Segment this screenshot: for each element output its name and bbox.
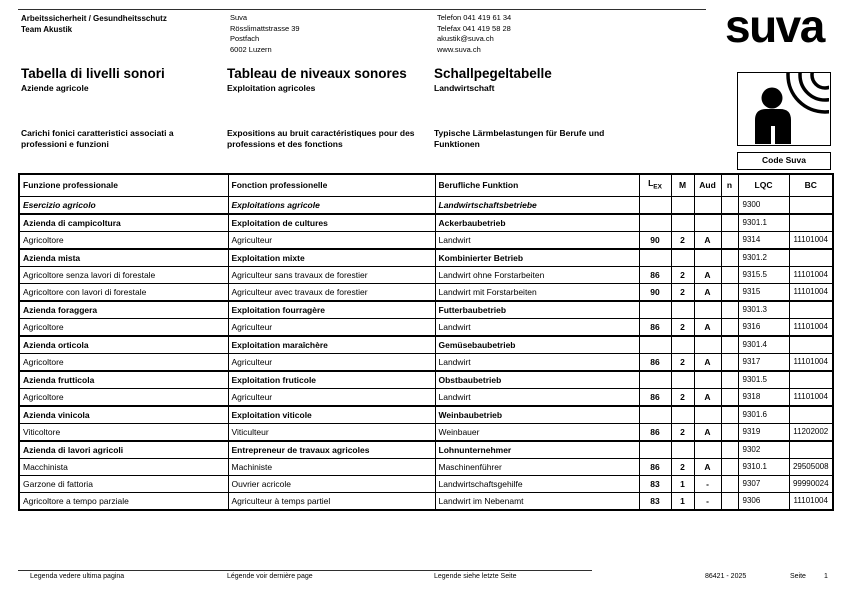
cell-m: 2 — [671, 283, 694, 301]
cell-m: 1 — [671, 475, 694, 492]
cell-bc — [789, 249, 833, 267]
cell-n — [721, 371, 738, 389]
cell-it: Azienda mista — [19, 249, 228, 267]
cell-aud — [694, 214, 721, 232]
noise-exposure-pictogram — [737, 72, 831, 146]
table-row — [19, 318, 833, 336]
footer-legend-italian: Legenda vedere ultima pagina — [30, 573, 125, 580]
cell-m — [671, 301, 694, 319]
cell-bc: 11101004 — [789, 492, 833, 510]
cell-bc: 11101004 — [789, 266, 833, 283]
cell-lqc: 9306 — [738, 492, 789, 510]
cell-fr: Exploitation viticole — [228, 406, 435, 424]
cell-lex: 86 — [639, 266, 671, 283]
cell-fr: Viticulteur — [228, 423, 435, 441]
cell-de: Landwirt mit Forstarbeiten — [435, 283, 639, 301]
cell-lqc: 9301.4 — [738, 336, 789, 354]
title-block-german — [434, 66, 634, 94]
col-header-funktion: Berufliche Funktion — [435, 174, 639, 196]
page-subtitle-italian: Aziende agricole — [21, 83, 89, 93]
cell-aud: A — [694, 283, 721, 301]
cell-it: Macchinista — [19, 458, 228, 475]
address-city: 6002 Luzern — [230, 44, 272, 54]
department-line2: Team Akustik — [21, 25, 73, 34]
cell-lex — [639, 214, 671, 232]
top-divider — [18, 9, 706, 10]
cell-n — [721, 441, 738, 459]
cell-n — [721, 266, 738, 283]
sound-level-table — [18, 173, 834, 511]
cell-bc: 11202002 — [789, 423, 833, 441]
cell-fr: Agriculteur — [228, 318, 435, 336]
cell-n — [721, 301, 738, 319]
cell-de: Landwirtschaftsbetriebe — [435, 196, 639, 214]
cell-fr: Exploitations agricole — [228, 196, 435, 214]
cell-fr: Entrepreneur de travaux agricoles — [228, 441, 435, 459]
cell-it: Garzone di fattoria — [19, 475, 228, 492]
page-subtitle-german: Landwirtschaft — [434, 83, 495, 93]
footer-document-number: 86421 - 2025 — [705, 573, 747, 580]
cell-bc — [789, 214, 833, 232]
cell-lqc: 9318 — [738, 388, 789, 406]
cell-lqc: 9316 — [738, 318, 789, 336]
cell-it: Esercizio agricolo — [19, 196, 228, 214]
cell-lqc: 9315.5 — [738, 266, 789, 283]
cell-lqc: 9310.1 — [738, 458, 789, 475]
cell-de: Landwirt ohne Forstarbeiten — [435, 266, 639, 283]
cell-bc: 11101004 — [789, 283, 833, 301]
cell-de: Ackerbaubetrieb — [435, 214, 639, 232]
cell-it: Agricoltore con lavori di forestale — [19, 283, 228, 301]
cell-aud: A — [694, 458, 721, 475]
cell-lex: 90 — [639, 231, 671, 249]
cell-m: 2 — [671, 231, 694, 249]
cell-lqc: 9300 — [738, 196, 789, 214]
contact-email: akustik@suva.ch — [437, 34, 494, 43]
address-pobox: Postfach — [230, 34, 260, 43]
cell-lqc: 9301.1 — [738, 214, 789, 232]
table-row — [19, 441, 833, 459]
cell-n — [721, 423, 738, 441]
cell-de: Maschinenführer — [435, 458, 639, 475]
cell-aud — [694, 406, 721, 424]
cell-it: Azienda foraggera — [19, 301, 228, 319]
footer-legend-french: Légende voir dernière page — [227, 573, 313, 580]
cell-aud: A — [694, 353, 721, 371]
cell-aud — [694, 301, 721, 319]
cell-lqc: 9307 — [738, 475, 789, 492]
col-header-fonction: Fonction professionelle — [228, 174, 435, 196]
cell-m — [671, 406, 694, 424]
address-name: Suva — [230, 13, 248, 22]
cell-aud: A — [694, 423, 721, 441]
cell-fr: Exploitation fourragère — [228, 301, 435, 319]
cell-lex — [639, 406, 671, 424]
cell-n — [721, 475, 738, 492]
cell-m: 2 — [671, 266, 694, 283]
cell-fr: Exploitation mixte — [228, 249, 435, 267]
table-row — [19, 231, 833, 249]
cell-de: Landwirt — [435, 318, 639, 336]
cell-lqc: 9301.6 — [738, 406, 789, 424]
cell-de: Landwirt im Nebenamt — [435, 492, 639, 510]
footer-page-number: 1 — [824, 573, 828, 580]
cell-m: 2 — [671, 353, 694, 371]
col-header-aud: Aud — [694, 174, 721, 196]
contact-web: www.suva.ch — [437, 44, 481, 54]
contact-fax: Telefax 041 419 58 28 — [437, 23, 511, 33]
cell-lqc: 9319 — [738, 423, 789, 441]
letterhead-contact — [437, 13, 511, 55]
contact-phone: Telefon 041 419 61 34 — [437, 13, 512, 22]
page-subtitle-french: Exploitation agricoles — [227, 83, 316, 93]
cell-bc — [789, 336, 833, 354]
cell-aud — [694, 196, 721, 214]
cell-n — [721, 214, 738, 232]
footer-page-label: Seite — [790, 573, 806, 580]
page-title-french: Tableau de niveaux sonores — [227, 66, 407, 81]
code-suva-label: Code Suva — [762, 155, 806, 165]
cell-lex — [639, 441, 671, 459]
cell-aud — [694, 371, 721, 389]
cell-m: 2 — [671, 318, 694, 336]
cell-aud: A — [694, 388, 721, 406]
cell-lex — [639, 301, 671, 319]
cell-aud: - — [694, 492, 721, 510]
cell-aud: A — [694, 318, 721, 336]
cell-m — [671, 214, 694, 232]
cell-fr: Machiniste — [228, 458, 435, 475]
cell-de: Landwirt — [435, 231, 639, 249]
cell-aud — [694, 249, 721, 267]
footer-legend-german: Legende siehe letzte Seite — [434, 573, 517, 580]
cell-m — [671, 441, 694, 459]
cell-lex: 86 — [639, 388, 671, 406]
cell-it: Azienda frutticola — [19, 371, 228, 389]
cell-lex — [639, 196, 671, 214]
cell-bc — [789, 441, 833, 459]
cell-fr: Agriculteur — [228, 353, 435, 371]
cell-fr: Exploitation de cultures — [228, 214, 435, 232]
table-row — [19, 196, 833, 214]
cell-lex: 83 — [639, 475, 671, 492]
table-row — [19, 283, 833, 301]
cell-fr: Agriculteur — [228, 231, 435, 249]
cell-it: Agricoltore — [19, 231, 228, 249]
cell-fr: Exploitation maraîchère — [228, 336, 435, 354]
title-block-italian — [21, 66, 221, 94]
cell-bc: 11101004 — [789, 388, 833, 406]
cell-n — [721, 388, 738, 406]
cell-n — [721, 458, 738, 475]
cell-fr: Agriculteur à temps partiel — [228, 492, 435, 510]
cell-lex: 86 — [639, 423, 671, 441]
cell-m — [671, 336, 694, 354]
page-title-german: Schallpegeltabelle — [434, 66, 552, 81]
cell-it: Viticoltore — [19, 423, 228, 441]
table-row — [19, 371, 833, 389]
cell-it: Azienda orticola — [19, 336, 228, 354]
col-header-lex — [639, 174, 671, 196]
cell-it: Agricoltore — [19, 318, 228, 336]
department-line1: Arbeitssicherheit / Gesundheitsschutz — [21, 14, 167, 23]
cell-de: Gemüsebaubetrieb — [435, 336, 639, 354]
cell-m — [671, 371, 694, 389]
cell-m: 2 — [671, 458, 694, 475]
description-italian: Carichi fonici caratteristici associati a professioni e funzioni — [21, 128, 174, 149]
cell-m: 2 — [671, 388, 694, 406]
cell-fr: Agriculteur — [228, 388, 435, 406]
cell-bc: 99990024 — [789, 475, 833, 492]
table-row — [19, 353, 833, 371]
cell-n — [721, 196, 738, 214]
cell-de: Landwirt — [435, 353, 639, 371]
table-row — [19, 492, 833, 510]
cell-it: Azienda di lavori agricoli — [19, 441, 228, 459]
cell-lqc: 9301.5 — [738, 371, 789, 389]
cell-fr: Ouvrier acricole — [228, 475, 435, 492]
cell-lex: 83 — [639, 492, 671, 510]
col-header-lqc: LQC — [738, 174, 789, 196]
cell-bc: 11101004 — [789, 353, 833, 371]
cell-it: Agricoltore — [19, 388, 228, 406]
cell-m — [671, 249, 694, 267]
cell-it: Agricoltore senza lavori di forestale — [19, 266, 228, 283]
footer-divider — [18, 570, 592, 571]
cell-aud — [694, 441, 721, 459]
cell-n — [721, 406, 738, 424]
cell-lex: 86 — [639, 318, 671, 336]
cell-bc — [789, 301, 833, 319]
letterhead-department — [21, 13, 167, 35]
table-row — [19, 388, 833, 406]
cell-lex — [639, 249, 671, 267]
cell-fr: Agriculteur avec travaux de forestier — [228, 283, 435, 301]
cell-lex — [639, 336, 671, 354]
cell-aud: A — [694, 266, 721, 283]
cell-n — [721, 353, 738, 371]
cell-de: Weinbauer — [435, 423, 639, 441]
cell-bc — [789, 371, 833, 389]
cell-lex: 90 — [639, 283, 671, 301]
cell-it: Azienda vinicola — [19, 406, 228, 424]
col-header-funzione: Funzione professionale — [19, 174, 228, 196]
suva-logo: suva — [725, 0, 824, 52]
table-row — [19, 458, 833, 475]
cell-de: Landwirt — [435, 388, 639, 406]
cell-lqc: 9302 — [738, 441, 789, 459]
description-german: Typische Lärmbelastungen für Berufe und Funktionen — [434, 128, 605, 149]
cell-lqc: 9301.3 — [738, 301, 789, 319]
description-french: Expositions au bruit caractéristiques pour des professions et des fonctions — [227, 128, 415, 149]
cell-it: Agricoltore a tempo parziale — [19, 492, 228, 510]
table-header-row — [19, 174, 833, 196]
cell-it: Agricoltore — [19, 353, 228, 371]
table-row — [19, 249, 833, 267]
page-title-italian: Tabella di livelli sonori — [21, 66, 165, 81]
cell-n — [721, 231, 738, 249]
person-noise-icon — [738, 73, 829, 144]
table-row — [19, 266, 833, 283]
cell-n — [721, 249, 738, 267]
table-row — [19, 336, 833, 354]
cell-lqc: 9317 — [738, 353, 789, 371]
cell-bc: 29505008 — [789, 458, 833, 475]
cell-lqc: 9301.2 — [738, 249, 789, 267]
code-suva-box — [737, 152, 831, 170]
cell-bc — [789, 196, 833, 214]
table-row — [19, 423, 833, 441]
cell-lqc: 9314 — [738, 231, 789, 249]
cell-de: Landwirtschaftsgehilfe — [435, 475, 639, 492]
cell-bc — [789, 406, 833, 424]
cell-n — [721, 336, 738, 354]
cell-n — [721, 492, 738, 510]
table-row — [19, 475, 833, 492]
cell-lex: 86 — [639, 458, 671, 475]
cell-bc: 11101004 — [789, 318, 833, 336]
cell-aud: A — [694, 231, 721, 249]
letterhead-address — [230, 13, 300, 55]
cell-n — [721, 318, 738, 336]
cell-m — [671, 196, 694, 214]
table-row — [19, 214, 833, 232]
col-header-m: M — [671, 174, 694, 196]
cell-it: Azienda di campicoltura — [19, 214, 228, 232]
cell-aud: - — [694, 475, 721, 492]
table-row — [19, 301, 833, 319]
cell-de: Weinbaubetrieb — [435, 406, 639, 424]
address-street: Rösslimattstrasse 39 — [230, 23, 300, 33]
cell-lqc: 9315 — [738, 283, 789, 301]
cell-lex — [639, 371, 671, 389]
cell-m: 1 — [671, 492, 694, 510]
cell-fr: Agriculteur sans travaux de forestier — [228, 266, 435, 283]
cell-bc: 11101004 — [789, 231, 833, 249]
title-block-french — [227, 66, 429, 94]
cell-fr: Exploitation fruticole — [228, 371, 435, 389]
sound-level-table-body — [19, 196, 833, 510]
col-header-n: n — [721, 174, 738, 196]
table-row — [19, 406, 833, 424]
lex-base: L — [648, 178, 654, 188]
col-header-bc: BC — [789, 174, 833, 196]
cell-de: Kombinierter Betrieb — [435, 249, 639, 267]
cell-de: Futterbaubetrieb — [435, 301, 639, 319]
cell-de: Lohnunternehmer — [435, 441, 639, 459]
cell-de: Obstbaubetrieb — [435, 371, 639, 389]
cell-lex: 86 — [639, 353, 671, 371]
cell-n — [721, 283, 738, 301]
cell-m: 2 — [671, 423, 694, 441]
lex-subscript: EX — [653, 183, 662, 191]
cell-aud — [694, 336, 721, 354]
